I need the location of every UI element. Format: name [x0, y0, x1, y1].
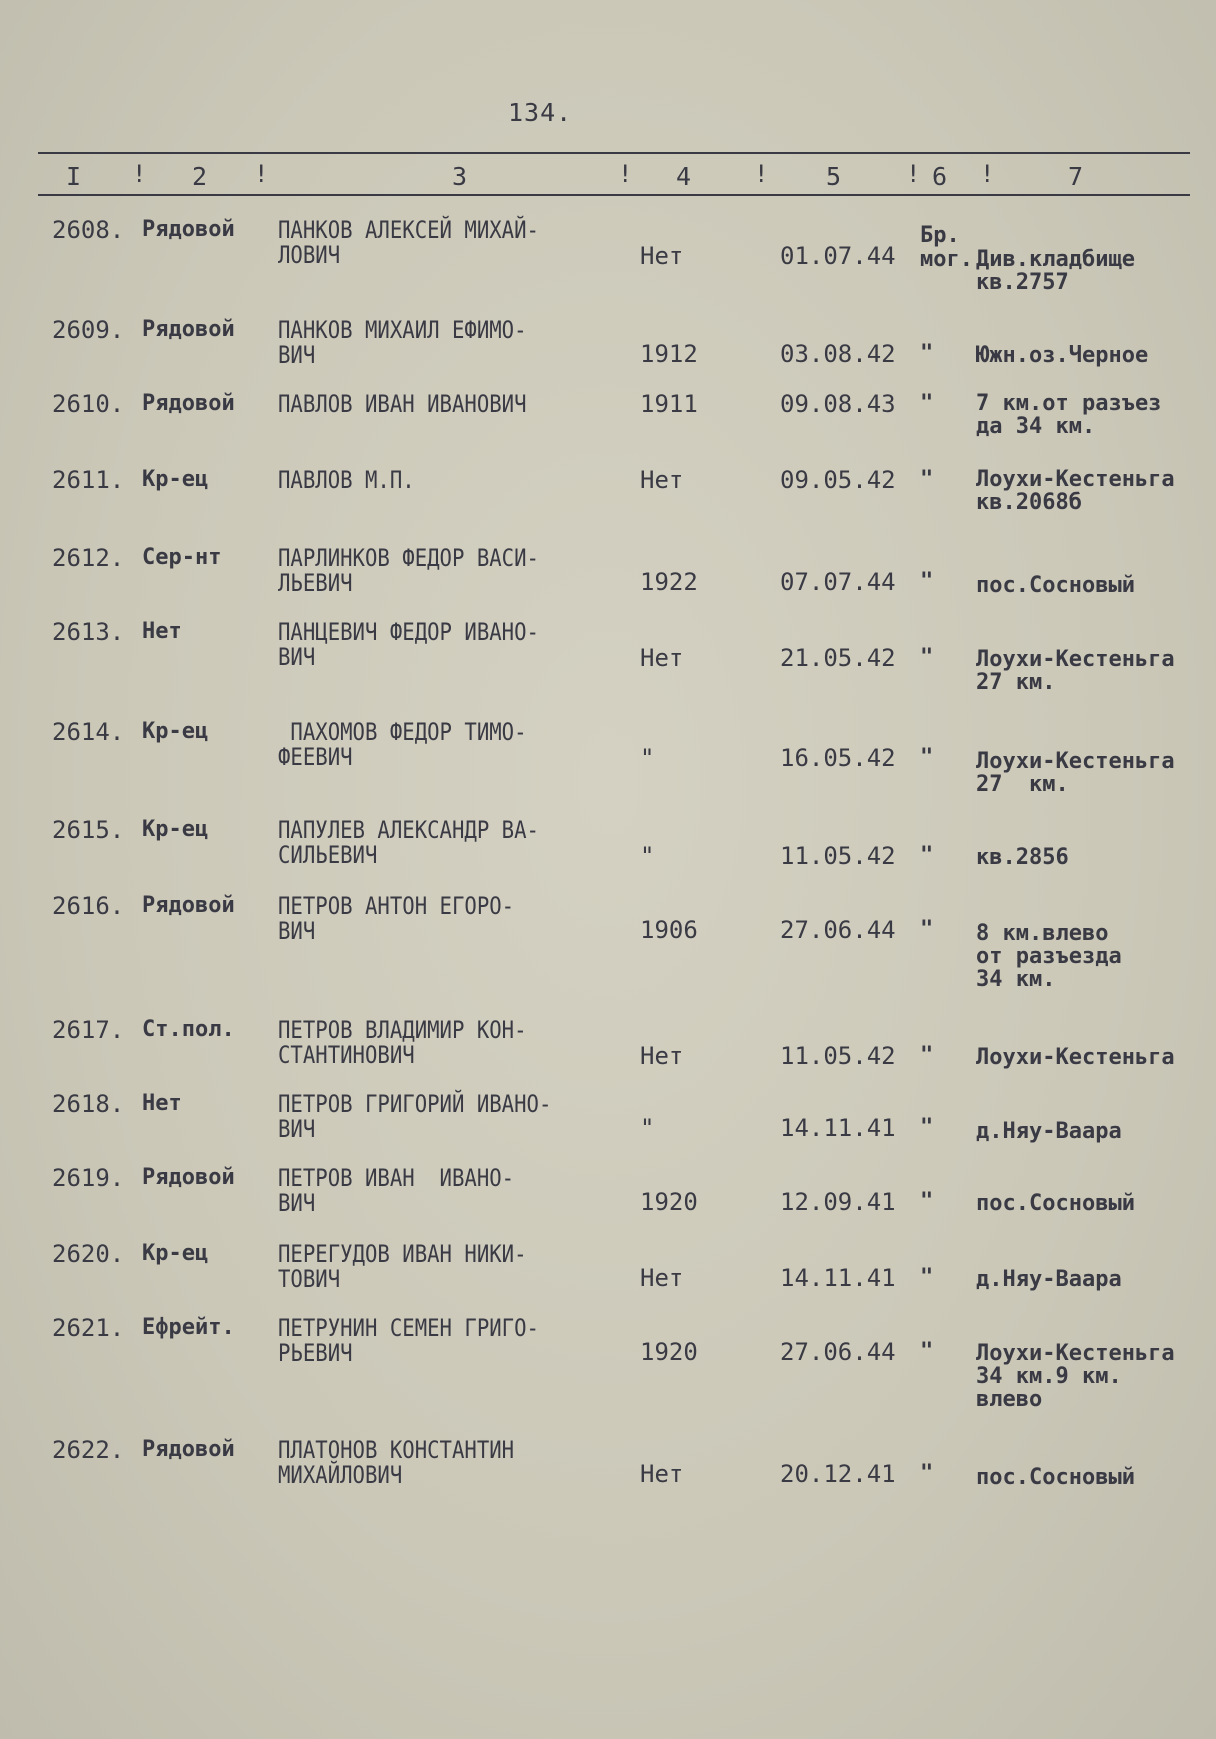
birth-year-cell: Нет — [640, 1042, 684, 1070]
burial-place-cell: Див.кладбище кв.2757 — [976, 247, 1135, 295]
record-number: 2613. — [52, 618, 125, 646]
header-col-1: I — [66, 162, 82, 191]
grave-type-cell: " — [920, 1339, 934, 1364]
rank-cell: Кр-ец — [142, 817, 209, 842]
record-number: 2622. — [52, 1436, 125, 1464]
column-separator: ! — [132, 160, 147, 188]
rank-cell: Рядовой — [142, 391, 235, 416]
burial-place-cell: Лоухи-Кестеньга 27 км. — [976, 647, 1175, 695]
burial-place-cell: Южн.оз.Черное — [976, 343, 1149, 368]
record-number: 2616. — [52, 892, 125, 920]
grave-type-cell: " — [920, 645, 934, 670]
full-name-cell: ПЕРЕГУДОВ ИВАН НИКИ- ТОВИЧ — [278, 1240, 527, 1293]
full-name-cell: ПАНКОВ МИХАИЛ ЕФИМО- ВИЧ — [278, 316, 527, 369]
full-name-cell: ПАВЛОВ М.П. — [278, 466, 415, 494]
birth-year-cell: Нет — [640, 242, 684, 270]
birth-year-cell: 1920 — [640, 1338, 698, 1366]
burial-place-cell: пос.Сосновый — [976, 1191, 1135, 1216]
death-date-cell: 20.12.41 — [780, 1460, 896, 1488]
record-number: 2618. — [52, 1090, 125, 1118]
death-date-cell: 14.11.41 — [780, 1114, 896, 1142]
rank-cell: Рядовой — [142, 893, 235, 918]
column-separator: ! — [754, 160, 769, 188]
header-top-rule — [38, 152, 1190, 154]
full-name-cell: ПАВЛОВ ИВАН ИВАНОВИЧ — [278, 390, 527, 418]
death-date-cell: 21.05.42 — [780, 644, 896, 672]
record-number: 2609. — [52, 316, 125, 344]
rank-cell: Рядовой — [142, 1165, 235, 1190]
burial-place-cell: д.Няу-Ваара — [976, 1119, 1122, 1144]
burial-place-cell: Лоухи-Кестеньга — [976, 1045, 1175, 1070]
rank-cell: Кр-ец — [142, 1241, 209, 1266]
header-col-4: 4 — [676, 162, 692, 191]
rank-cell: Кр-ец — [142, 467, 209, 492]
death-date-cell: 16.05.42 — [780, 744, 896, 772]
birth-year-cell: " — [640, 1114, 655, 1142]
death-date-cell: 09.05.42 — [780, 466, 896, 494]
column-separator: ! — [618, 160, 633, 188]
birth-year-cell: 1906 — [640, 916, 698, 944]
burial-place-cell: Лоухи-Кестеньга 34 км.9 км. влево — [976, 1341, 1175, 1412]
record-number: 2621. — [52, 1314, 125, 1342]
record-number: 2617. — [52, 1016, 125, 1044]
birth-year-cell: 1920 — [640, 1188, 698, 1216]
header-col-2: 2 — [192, 162, 208, 191]
death-date-cell: 27.06.44 — [780, 1338, 896, 1366]
burial-place-cell: кв.2856 — [976, 845, 1069, 870]
birth-year-cell: Нет — [640, 1460, 684, 1488]
grave-type-cell: " — [920, 1189, 934, 1214]
birth-year-cell: " — [640, 744, 655, 772]
birth-year-cell: Нет — [640, 466, 684, 494]
death-date-cell: 11.05.42 — [780, 1042, 896, 1070]
rank-cell: Нет — [142, 1091, 182, 1116]
rank-cell: Рядовой — [142, 1437, 235, 1462]
record-number: 2614. — [52, 718, 125, 746]
grave-type-cell: " — [920, 1461, 934, 1486]
death-date-cell: 01.07.44 — [780, 242, 896, 270]
full-name-cell: ПАНКОВ АЛЕКСЕЙ МИХАЙ- ЛОВИЧ — [278, 216, 539, 269]
death-date-cell: 14.11.41 — [780, 1264, 896, 1292]
rank-cell: Нет — [142, 619, 182, 644]
burial-place-cell: 7 км.от разъез да 34 км. — [976, 391, 1162, 439]
burial-place-cell: пос.Сосновый — [976, 573, 1135, 598]
birth-year-cell: 1911 — [640, 390, 698, 418]
rank-cell: Ст.пол. — [142, 1017, 235, 1042]
grave-type-cell: " — [920, 1265, 934, 1290]
full-name-cell: ПЕТРОВ ИВАН ИВАНО- ВИЧ — [278, 1164, 515, 1217]
column-separator: ! — [906, 160, 921, 188]
record-number: 2620. — [52, 1240, 125, 1268]
grave-type-cell: " — [920, 391, 934, 416]
record-number: 2612. — [52, 544, 125, 572]
full-name-cell: ПАНЦЕВИЧ ФЕДОР ИВАНО- ВИЧ — [278, 618, 539, 671]
full-name-cell: ПЕТРУНИН СЕМЕН ГРИГО- РЬЕВИЧ — [278, 1314, 539, 1367]
record-number: 2611. — [52, 466, 125, 494]
burial-place-cell: 8 км.влево от разъезда 34 км. — [976, 921, 1122, 992]
page-number: 134. — [508, 98, 573, 127]
record-number: 2610. — [52, 390, 125, 418]
header-bottom-rule — [38, 194, 1190, 196]
full-name-cell: ПЛАТОНОВ КОНСТАНТИН МИХАЙЛОВИЧ — [278, 1436, 515, 1489]
birth-year-cell: 1922 — [640, 568, 698, 596]
full-name-cell: ПЕТРОВ ГРИГОРИЙ ИВАНО- ВИЧ — [278, 1090, 552, 1143]
header-col-3: 3 — [452, 162, 468, 191]
birth-year-cell: Нет — [640, 644, 684, 672]
birth-year-cell: Нет — [640, 1264, 684, 1292]
grave-type-cell: " — [920, 1043, 934, 1068]
column-separator: ! — [980, 160, 995, 188]
full-name-cell: ПАХОМОВ ФЕДОР ТИМО- ФЕЕВИЧ — [278, 718, 527, 771]
grave-type-cell: " — [920, 1115, 934, 1140]
birth-year-cell: " — [640, 842, 655, 870]
rank-cell: Сер-нт — [142, 545, 222, 570]
birth-year-cell: 1912 — [640, 340, 698, 368]
death-date-cell: 12.09.41 — [780, 1188, 896, 1216]
rank-cell: Рядовой — [142, 217, 235, 242]
rank-cell: Кр-ец — [142, 719, 209, 744]
burial-place-cell: Лоухи-Кестеньга 27 км. — [976, 749, 1175, 797]
full-name-cell: ПАПУЛЕВ АЛЕКСАНДР ВА- СИЛЬЕВИЧ — [278, 816, 539, 869]
burial-place-cell: Лоухи-Кестеньга кв.2068б — [976, 467, 1175, 515]
burial-place-cell: д.Няу-Ваара — [976, 1267, 1122, 1292]
burial-place-cell: пос.Сосновый — [976, 1465, 1135, 1490]
header-col-5: 5 — [826, 162, 842, 191]
grave-type-cell: " — [920, 917, 934, 942]
rank-cell: Ефрейт. — [142, 1315, 235, 1340]
death-date-cell: 09.08.43 — [780, 390, 896, 418]
full-name-cell: ПЕТРОВ ВЛАДИМИР КОН- СТАНТИНОВИЧ — [278, 1016, 527, 1069]
grave-type-cell: " — [920, 569, 934, 594]
death-date-cell: 11.05.42 — [780, 842, 896, 870]
record-number: 2615. — [52, 816, 125, 844]
record-number: 2619. — [52, 1164, 125, 1192]
record-number: 2608. — [52, 216, 125, 244]
grave-type-cell: " — [920, 843, 934, 868]
header-col-6: 6 — [932, 162, 948, 191]
death-date-cell: 27.06.44 — [780, 916, 896, 944]
death-date-cell: 03.08.42 — [780, 340, 896, 368]
death-date-cell: 07.07.44 — [780, 568, 896, 596]
column-separator: ! — [254, 160, 269, 188]
header-col-7: 7 — [1068, 162, 1084, 191]
rank-cell: Рядовой — [142, 317, 235, 342]
grave-type-cell: Бр. мог. — [920, 223, 973, 272]
full-name-cell: ПЕТРОВ АНТОН ЕГОРО- ВИЧ — [278, 892, 515, 945]
grave-type-cell: " — [920, 467, 934, 492]
full-name-cell: ПАРЛИНКОВ ФЕДОР ВАСИ- ЛЬЕВИЧ — [278, 544, 539, 597]
grave-type-cell: " — [920, 745, 934, 770]
grave-type-cell: " — [920, 341, 934, 366]
